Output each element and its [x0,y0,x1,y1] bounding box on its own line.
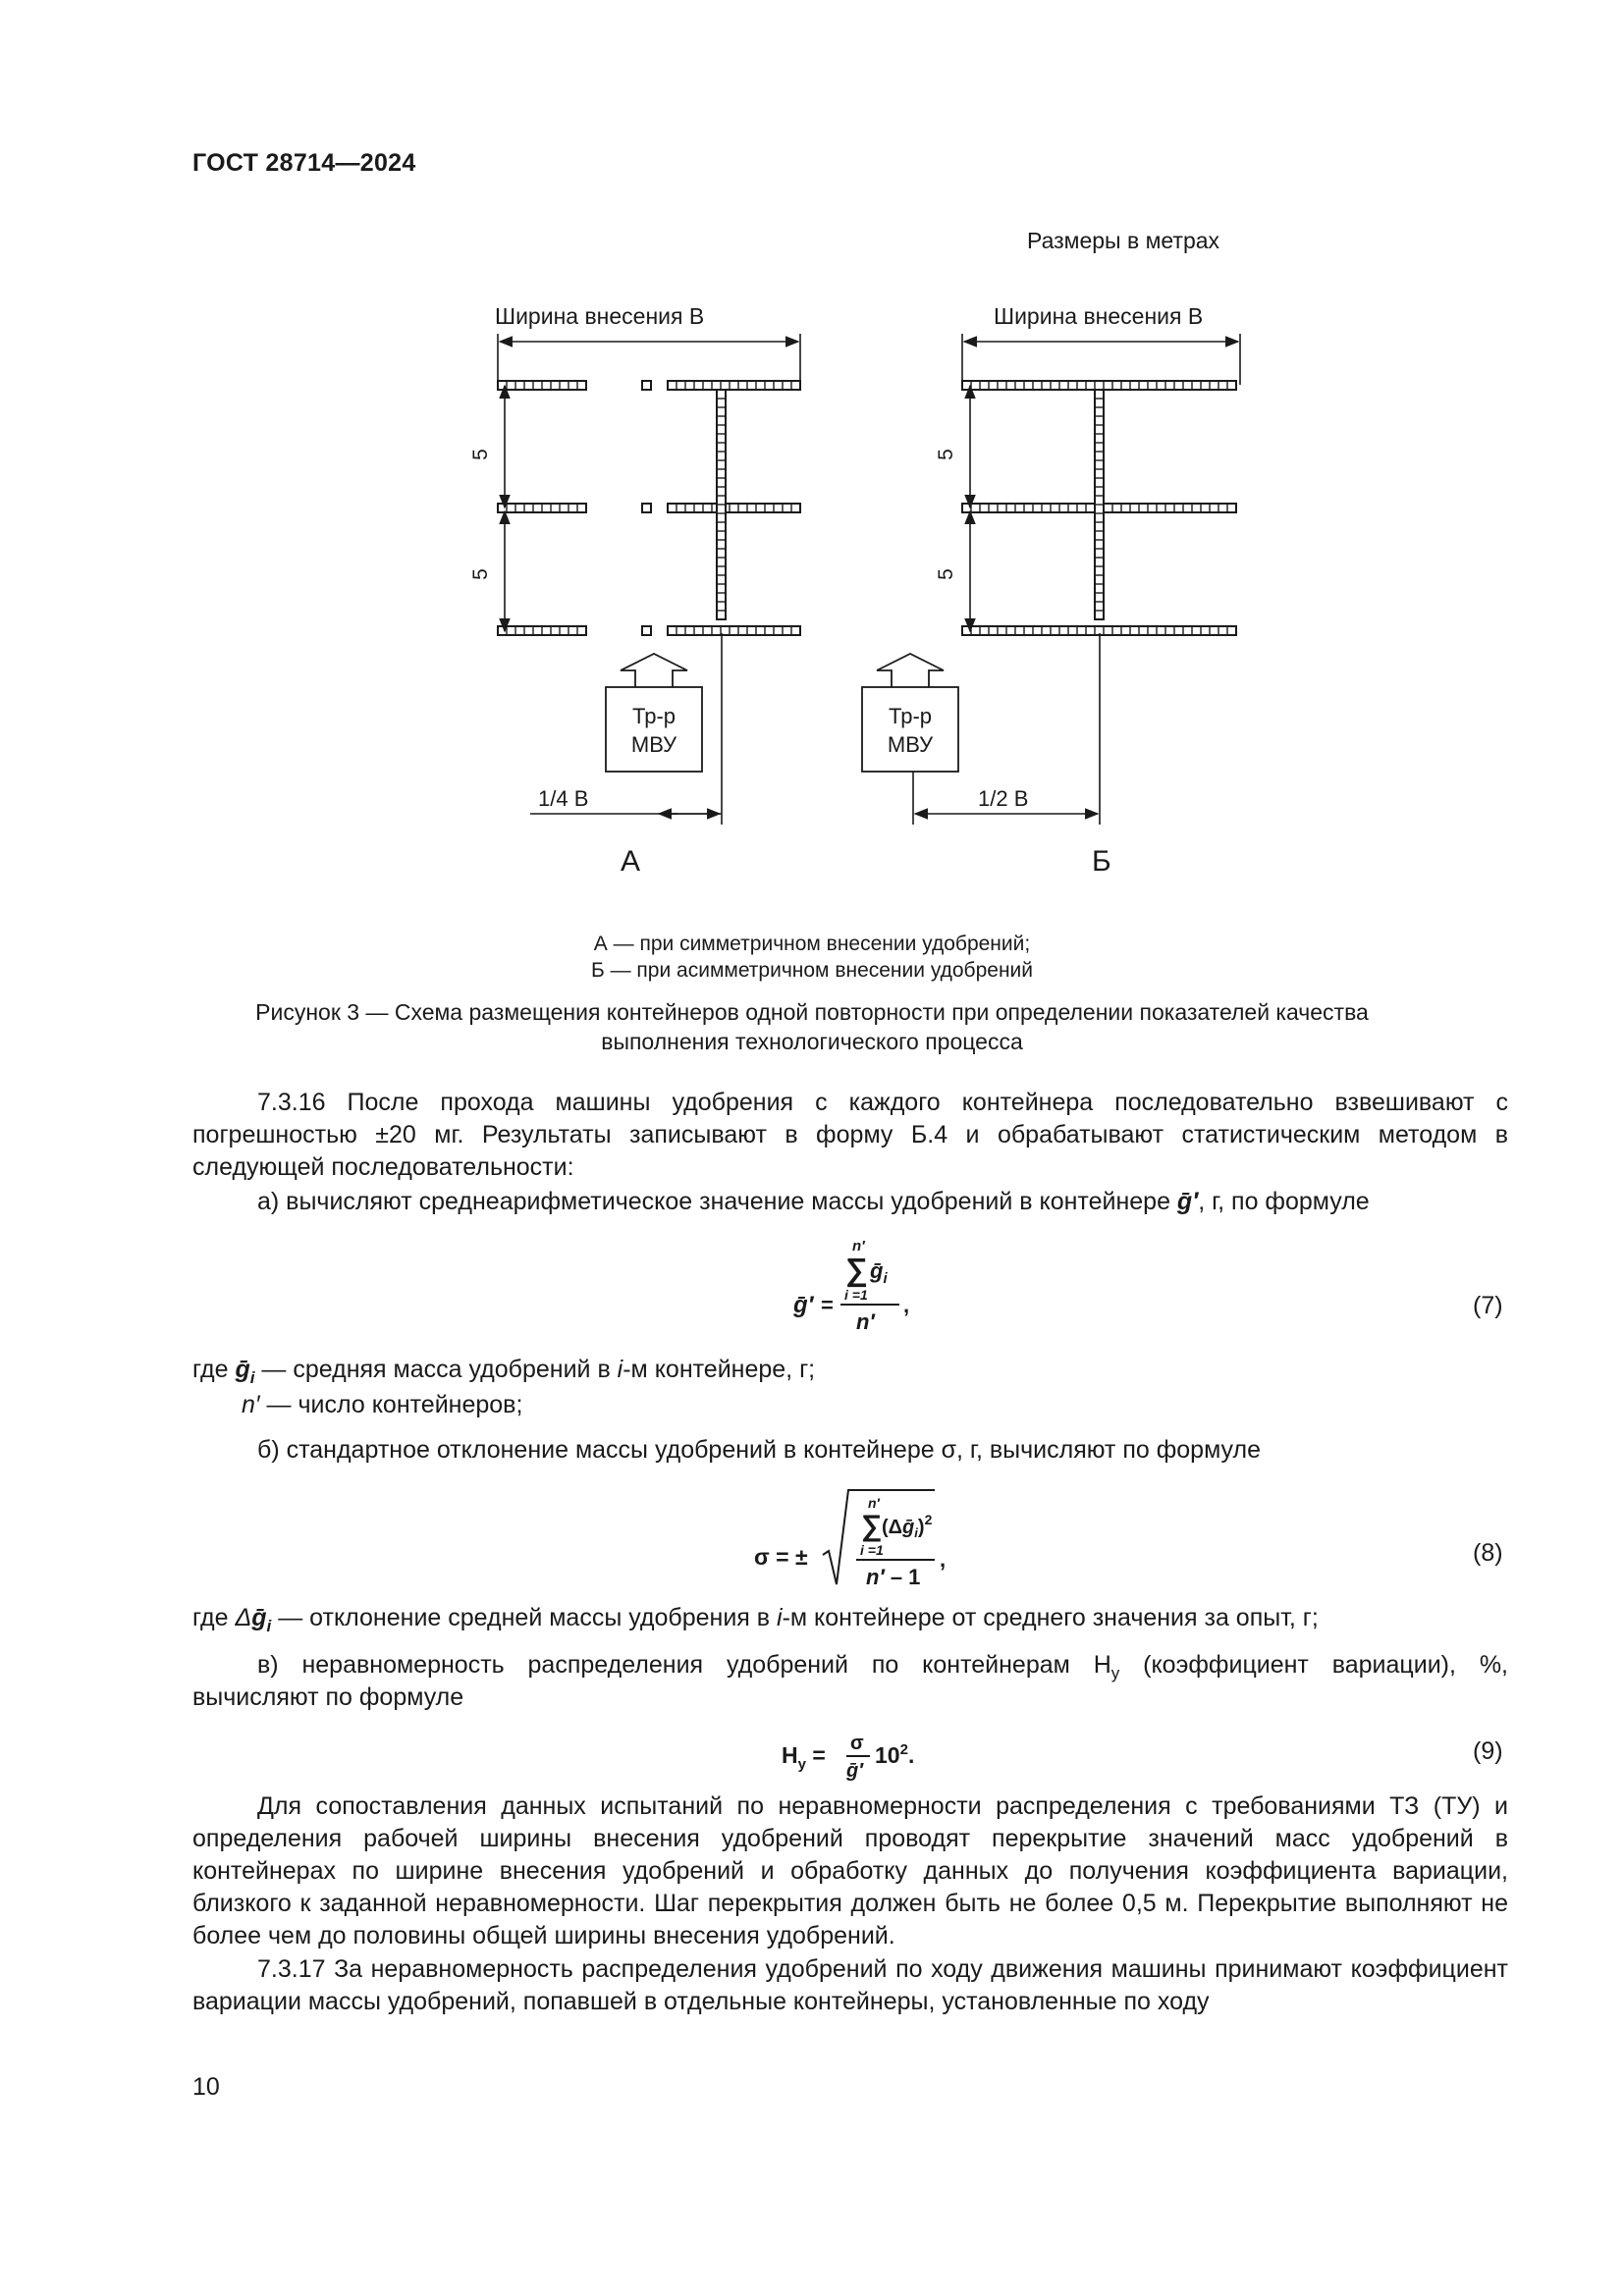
panel-b-letter: Б [1092,845,1111,878]
paragraph-7-3-16: 7.3.16 После прохода машины удобрения с каждого контейнера последовательно взвешивают с погрешностью ±20 мг. Результаты записывают в форму Б.4 и обрабатывают статистическим методом в следующей последовательности: [192,1089,1508,1181]
panel-b-dim-top: 5 [935,449,957,460]
paragraph-compare: Для сопоставления данных испытаний по неравномерности распределения с требованиями ТЗ (ТУ) и определения рабочей ширины внесения удобрений проводят перекрытие значений масс удобрений в контейнерах по ширине внесения удобрений и обработку данных до получения коэффициента вариации, близкого к заданной неравномерности. Шаг перекрытия должен быть не более 0,5 м. Перекрытие выполняют не более чем до половины общей ширины внесения удобрений. [192,1792,1508,1949]
figure-caption-line2: выполнения технологического процесса [601,1029,1023,1054]
where1-text: — средняя масса удобрений в [254,1356,618,1383]
panel-b-dimensions [913,334,1240,825]
panel-a-width-label: Ширина внесения B [495,303,705,329]
where2-text: — число контейнеров; [259,1391,523,1418]
svg-text:,: , [940,1547,947,1572]
item-c-subscript: у [1110,1664,1120,1682]
units-note: Размеры в метрах [1027,228,1220,253]
svg-text:ḡ′: ḡ′ [846,1760,864,1782]
svg-text:ḡ′: ḡ′ [793,1292,814,1318]
container-single [642,381,651,390]
paragraph-7-3-17: 7.3.17 За неравномерность распределения удобрений по ходу движения машины принимают коэффициент вариации массы удобрений, попавшей в отдельные контейнеры, установленные по ходу [192,1955,1508,2015]
panel-b-tractor-line1: Тр-р [889,704,932,728]
panel-a-container-rows [498,381,800,635]
item-c-text: в) неравномерность распределения удобрений по контейнерам H [257,1651,1111,1679]
item-a [257,1186,1370,1218]
panel-b-tractor-line2: МВУ [887,732,934,757]
panel-a-letter: А [621,845,641,878]
equation-8-number: (8) [1473,1539,1503,1567]
where3-prefix: где [192,1604,229,1631]
container-single [642,626,651,635]
where3-i: i [777,1604,783,1631]
panel-a-container-column [717,390,726,619]
svg-text:σ = ±: σ = ± [754,1544,808,1570]
where1-i: i [617,1356,623,1383]
panel-b-container-column [1095,390,1104,619]
svg-text:n′: n′ [856,1309,875,1334]
symbol-delta-g-i: Δḡ$_i$ [235,1604,272,1635]
legend-b: Б — при асимметричном внесении удобрений [590,959,1034,982]
svg-text:∑: ∑ [861,1510,883,1542]
legend-a: А — при симметричном внесении удобрений; [593,933,1031,955]
panel-b-dim-bottom: 5 [935,568,957,580]
container-row-right [668,626,800,635]
container-single [642,504,651,512]
formula-9 [782,1728,958,1796]
panel-b-offset-label: 1/2 B [978,786,1029,811]
item-c-tail: (коэффициент вариации), %, [1119,1651,1508,1679]
where-delta-g [192,1602,1319,1642]
svg-text:∑: ∑ [845,1252,868,1287]
formula-8 [750,1482,966,1600]
svg-text:n′: n′ [852,1238,865,1255]
container-row-right [668,381,800,390]
panel-a-dim-bottom: 5 [469,568,492,580]
panel-a-offset-label: 1/4 B [538,786,589,811]
symbol-g-i: ḡ$_i$ [235,1356,255,1387]
panel-a-tractor-line2: МВУ [630,732,677,757]
where3-tail: -м контейнере от среднего значения за опыт, г; [782,1604,1319,1631]
panel-a-tractor-line1: Тр-р [632,704,676,728]
document-id: ГОСТ 28714—2024 [192,149,416,177]
item-c-line2: вычисляют по формуле [192,1683,464,1711]
page-number: 10 [192,2073,220,2101]
svg-text:(Δḡi)2: (Δḡ$_i$)$^2$ [882,1512,933,1540]
where3-text: — отклонение средней массы удобрения в [271,1604,778,1631]
item-b: б) стандартное отклонение массы удобрений в контейнере σ, г, вычисляют по формуле [257,1436,1261,1464]
container-row [962,381,1236,390]
svg-text:=: = [821,1293,834,1317]
symbol-g-mean: ḡ′ [1176,1188,1199,1215]
svg-text:ḡi: ḡ$_i$ [870,1258,888,1287]
svg-text:n′: n′ [868,1495,880,1511]
equation-9-number: (9) [1473,1737,1503,1765]
svg-text:Hy =: $H_y$ = [782,1742,826,1773]
symbol-n-prime: n′ [242,1391,260,1418]
where-g-mean [192,1354,815,1394]
svg-text:102.: $10^2$. [875,1741,915,1768]
container-row-right [668,504,800,512]
item-a-text: а) вычисляют среднеарифметическое значение массы удобрений в контейнере [257,1188,1170,1215]
svg-text:i =1: i =1 [844,1287,868,1303]
container-layout-figure [452,294,1257,903]
equation-7-number: (7) [1473,1292,1503,1319]
where-n [242,1389,522,1421]
svg-text:,: , [903,1293,910,1317]
svg-text:σ: σ [850,1733,864,1754]
where1-prefix: где [192,1356,229,1383]
item-a-tail: , г, по формуле [1198,1188,1370,1215]
formula-7 [785,1235,943,1343]
where1-tail: -м контейнере, г; [623,1356,816,1383]
panel-b-width-label: Ширина внесения B [994,303,1204,329]
svg-text:n′ – 1: n′ – 1 [866,1565,921,1589]
panel-a-dim-top: 5 [469,449,492,460]
svg-text:i =1: i =1 [860,1542,884,1558]
figure-caption-line1: Рисунок 3 — Схема размещения контейнеров одной повторности при определении показателей качества [255,999,1369,1025]
